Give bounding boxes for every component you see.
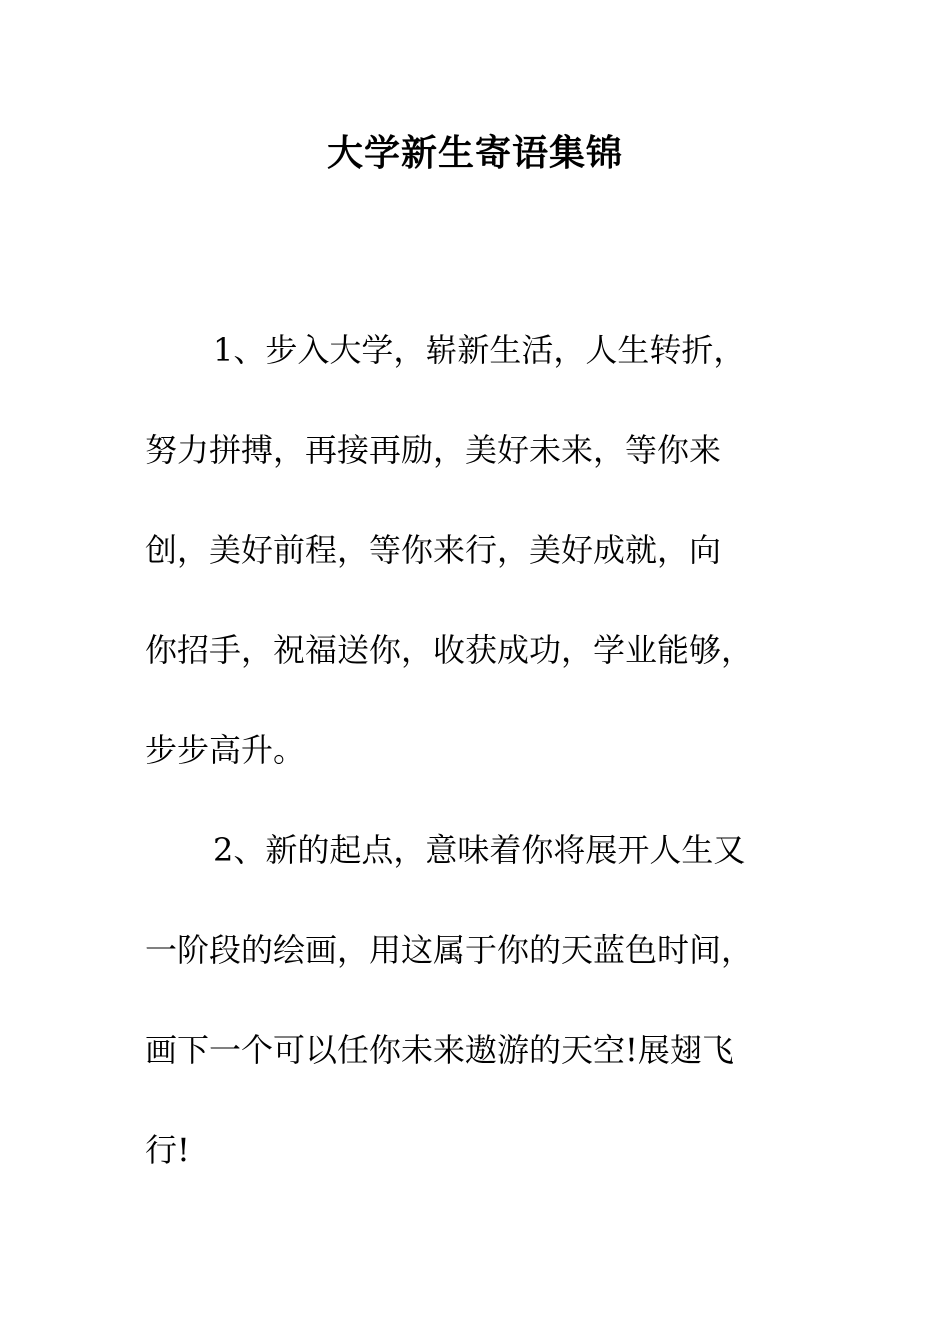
paragraph-line: 创，美好前程，等你来行，美好成就，向: [145, 531, 722, 569]
paragraph-line: 步步高升。: [145, 731, 306, 769]
paragraph-line: 你招手，祝福送你，收获成功，学业能够，: [145, 631, 754, 669]
paragraph-2: [145, 800, 797, 1200]
paragraph-line: 2、新的起点，意味着你将展开人生又: [213, 831, 746, 869]
document-title: 大学新生寄语集锦: [326, 133, 623, 174]
paragraph-line: 1、步入大学，崭新生活，人生转折，: [213, 331, 746, 369]
document-body: [145, 300, 797, 1200]
paragraph-line: 一阶段的绘画，用这属于你的天蓝色时间，: [145, 931, 754, 969]
paragraph-1: [145, 300, 797, 800]
paragraph-line: 努力拼搏，再接再励，美好未来，等你来: [145, 431, 722, 469]
paragraph-line: 行!: [145, 1131, 190, 1169]
paragraph-line: 画下一个可以任你未来遨游的天空!展翅飞: [145, 1031, 734, 1069]
